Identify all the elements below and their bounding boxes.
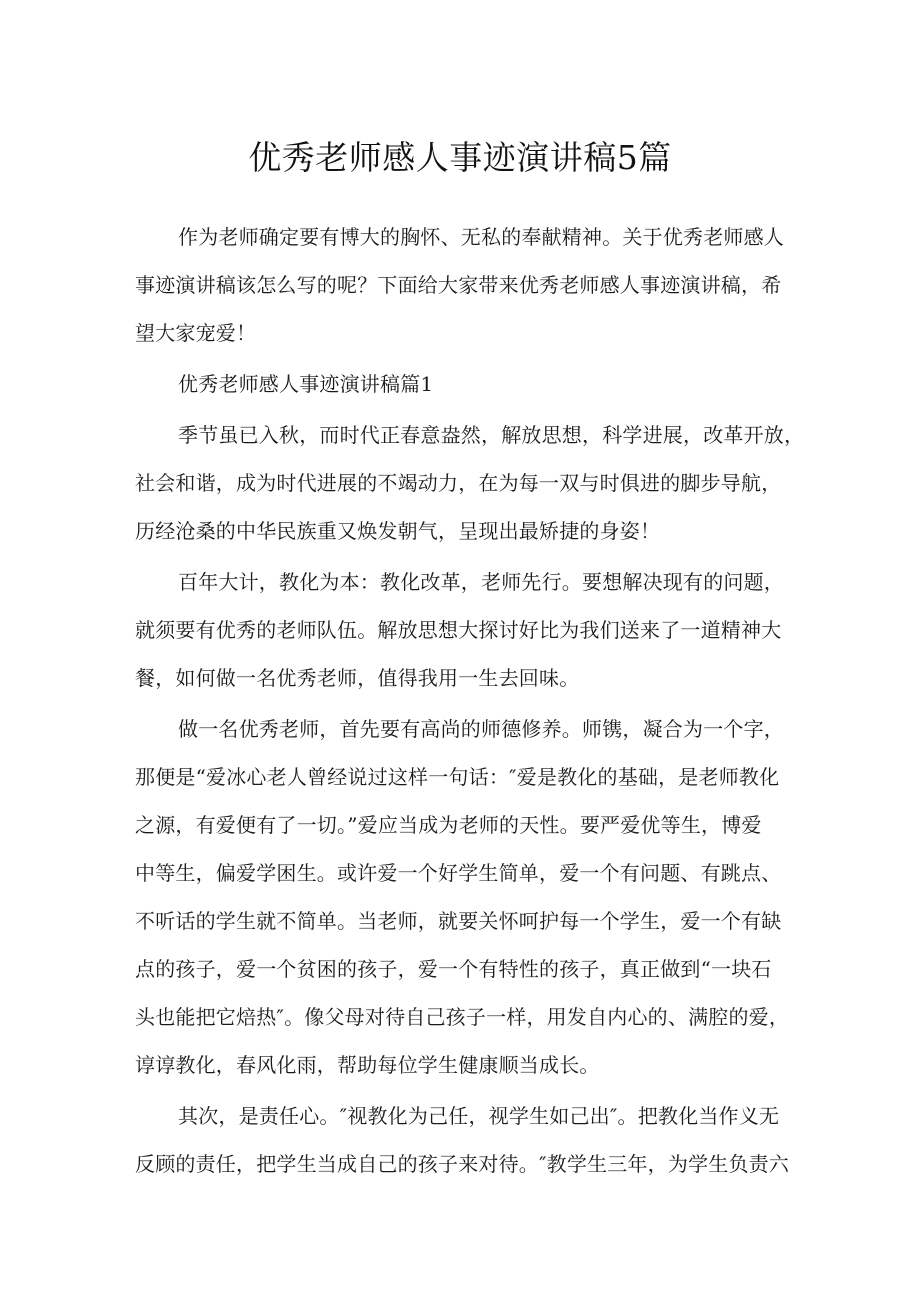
paragraph-line: 其次，是责任心。″视教化为己任，视学生如己出″。把教化当作义无 — [178, 1104, 780, 1128]
paragraph-line: 之源，有爱便有了一切。”爱应当成为老师的天性。要严爱优等生，博爱 — [135, 813, 762, 837]
paragraph-line: 季节虽已入秋，而时代正春意盎然，解放思想，科学进展，改革开放， — [178, 423, 805, 447]
section-heading — [135, 360, 795, 408]
paragraph-line: 中等生，偏爱学困生。或许爱一个好学生简单，爱一个有问题、有跳点、 — [135, 861, 782, 885]
paragraph-line: 头也能把它焙热″。像父母对待自己孩子一样，用发自内心的、满腔的爱， — [135, 1005, 790, 1029]
document-body — [135, 213, 805, 1191]
paragraph — [135, 705, 795, 1089]
paragraph-intro — [135, 213, 795, 357]
paragraph-line: 就须要有优秀的老师队伍。解放思想大探讨好比为我们送来了一道精神大 — [135, 618, 782, 642]
paragraph-line: 作为老师确定要有博大的胸怀、无私的奉献精神。关于优秀老师感人 — [178, 225, 784, 249]
paragraph-line: 历经沧桑的中华民族重又焕发朝气，呈现出最矫捷的身姿！ — [135, 519, 661, 543]
paragraph-line: 不听话的学生就不简单。当老师，就要关怀呵护每一个学生，爱一个有缺 — [135, 909, 782, 933]
paragraph-line: 社会和谐，成为时代进展的不竭动力，在为每一双与时俱进的脚步导航， — [135, 471, 782, 495]
paragraph-line: 餐，如何做一名优秀老师，值得我用一生去回味。 — [135, 666, 580, 690]
section-heading-text: 优秀老师感人事迹演讲稿篇1 — [178, 372, 434, 396]
paragraph-line: 百年大计，教化为本：教化改革，老师先行。要想解决现有的问题， — [178, 570, 784, 594]
paragraph-line: 望大家宠爱！ — [135, 321, 257, 345]
paragraph-line: 点的孩子，爱一个贫困的孩子，爱一个有特性的孩子，真正做到“一块石 — [135, 957, 772, 981]
paragraph — [135, 1092, 795, 1188]
document-title: 优秀老师感人事迹演讲稿5篇 — [248, 138, 672, 177]
paragraph-line: 那便是“爱冰心老人曾经说过这样一句话：″爱是教化的基础，是老师教化 — [135, 765, 780, 789]
paragraph-line: 反顾的责任，把学生当成自己的孩子来对待。″教学生三年，为学生负责六 — [135, 1152, 790, 1176]
paragraph — [135, 411, 805, 555]
paragraph — [135, 558, 795, 702]
paragraph-line: 做一名优秀老师，首先要有高尚的师德修养。师镌，凝合为一个字， — [178, 717, 784, 741]
paragraph-line: 谆谆教化，春风化雨，帮助每位学生健康顺当成长。 — [135, 1053, 600, 1077]
paragraph-line: 事迹演讲稿该怎么写的呢？下面给大家带来优秀老师感人事迹演讲稿，希 — [135, 273, 782, 297]
